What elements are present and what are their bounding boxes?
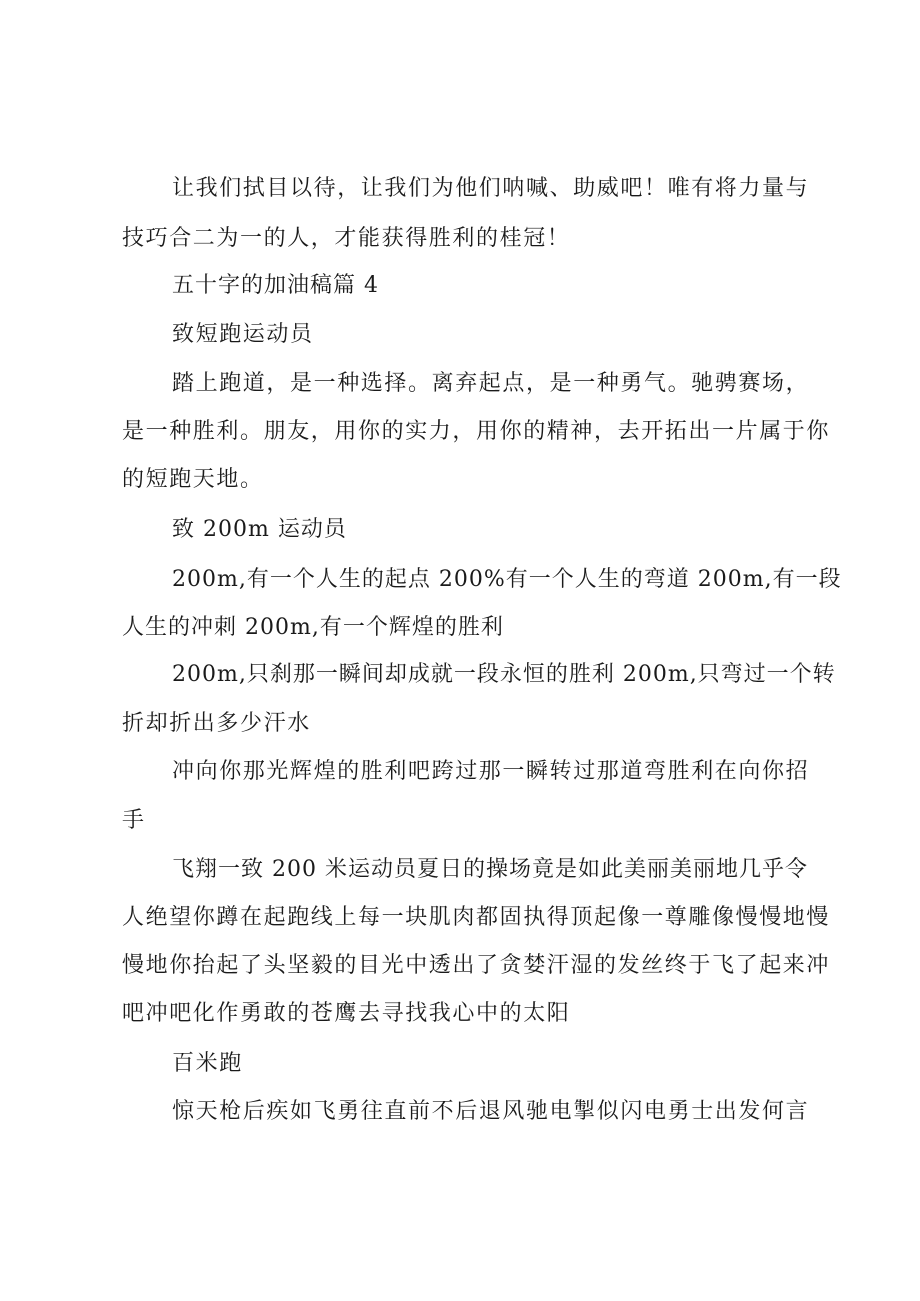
paragraph-line: 200m,只刹那一瞬间却成就一段永恒的胜利 200m,只弯过一个转 [172, 662, 836, 687]
paragraph-line: 踏上跑道，是一种选择。离弃起点，是一种勇气。驰骋赛场， [172, 371, 810, 396]
paragraph-line: 冲向你那光辉煌的胜利吧跨过那一瞬转过那道弯胜利在向你招 [172, 759, 810, 784]
paragraph-line: 的短跑天地。 [122, 467, 264, 492]
paragraph-line: 200m,有一个人生的起点 200%有一个人生的弯道 200m,有一段 [172, 567, 842, 592]
paragraph-line: 吧冲吧化作勇敢的苍鹰去寻找我心中的太阳 [122, 1001, 571, 1026]
subheading: 百米跑 [172, 1051, 243, 1076]
subheading: 致 200m 运动员 [172, 517, 347, 542]
paragraph-line: 折却折出多少汗水 [122, 711, 311, 736]
paragraph-line: 惊天枪后疾如飞勇往直前不后退风驰电掣似闪电勇士出发何言 [172, 1099, 810, 1124]
paragraph-line: 技巧合二为一的人，才能获得胜利的桂冠！ [122, 226, 571, 251]
subheading: 致短跑运动员 [172, 322, 314, 347]
paragraph-line: 慢地你抬起了头坚毅的目光中透出了贪婪汗湿的发丝终于飞了起来冲 [122, 953, 831, 978]
paragraph-line: 手 [122, 808, 146, 833]
paragraph-line: 人生的冲刺 200m,有一个辉煌的胜利 [122, 615, 504, 640]
paragraph-line: 让我们拭目以待，让我们为他们呐喊、助威吧！唯有将力量与 [172, 176, 810, 201]
paragraph-line: 人绝望你蹲在起跑线上每一块肌肉都固执得顶起像一尊雕像慢慢地慢 [122, 905, 831, 930]
paragraph-line: 是一种胜利。朋友，用你的实力，用你的精神，去开拓出一片属于你 [122, 419, 831, 444]
section-title: 五十字的加油稿篇 4 [172, 273, 379, 298]
paragraph-line: 飞翔一致 200 米运动员夏日的操场竟是如此美丽美丽地几乎令 [172, 857, 808, 882]
